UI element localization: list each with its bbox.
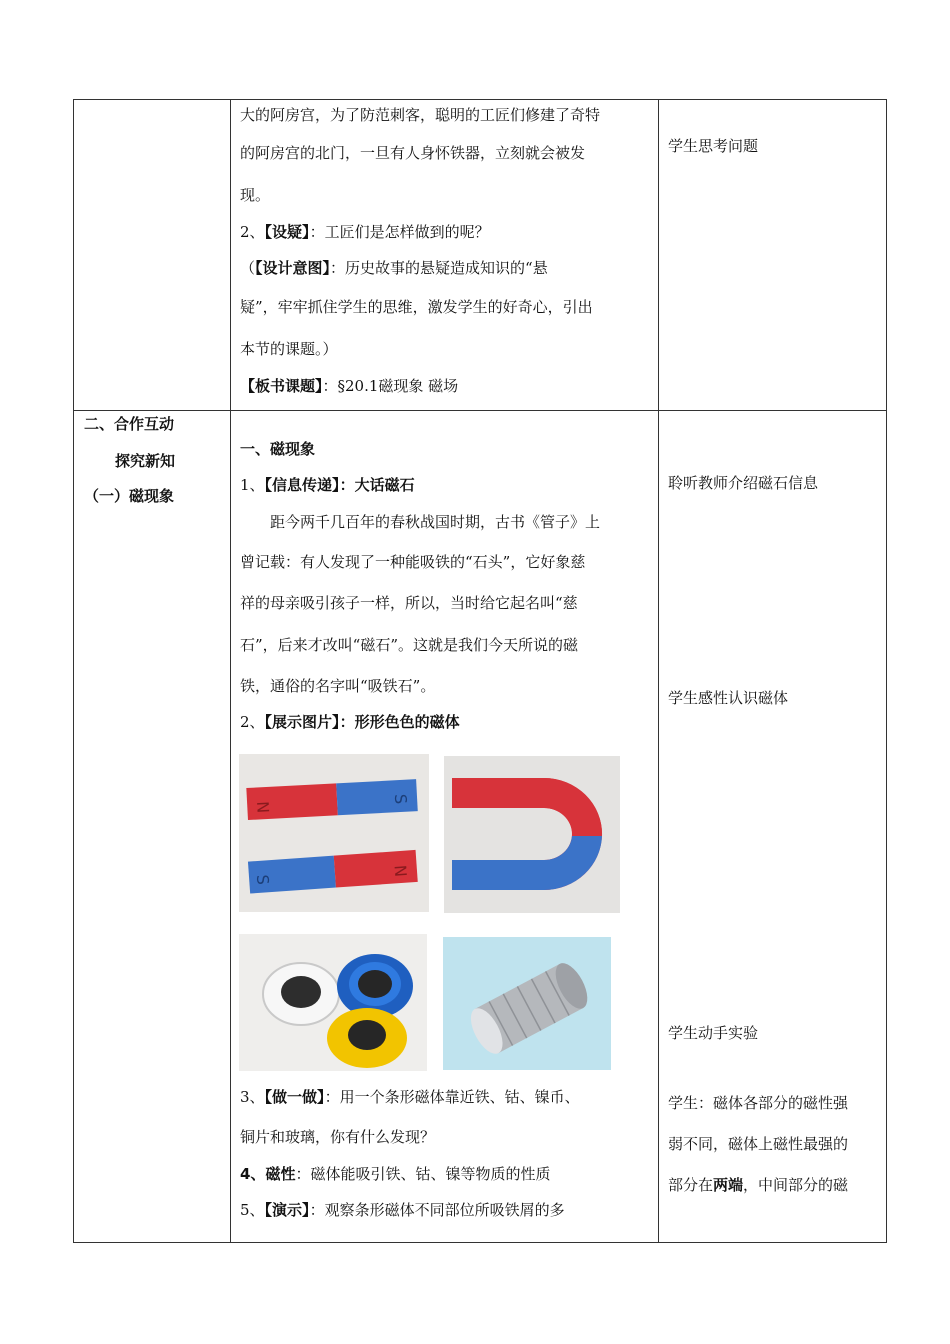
student-activity-note: 学生感性认识磁体 [668, 689, 789, 707]
disc-magnets-image [443, 937, 611, 1070]
question-line: 2、【设疑】：工匠们是怎样做到的呢？ [240, 223, 490, 241]
story-line: 大的阿房宫，为了防范刺客，聪明的工匠们修建了奇特 [240, 106, 601, 124]
round-magnets-image [239, 934, 427, 1071]
paragraph-line: 祥的母亲吸引孩子一样，所以，当时给它起名叫“慈 [240, 594, 578, 612]
design-intent-line: 本节的课题。） [240, 340, 338, 358]
south-pole-label: S [252, 873, 273, 886]
board-title-line: 【板书课题】：§20.1磁现象 磁场 [240, 377, 459, 395]
row2-middle-cell [231, 411, 659, 1243]
content-heading: 一、磁现象 [240, 440, 316, 458]
student-answer-line: 学生：磁体各部分的磁性强 [668, 1094, 849, 1112]
design-intent-line: （【设计意图】：历史故事的悬疑造成知识的“悬 [240, 259, 548, 277]
bar-magnets-image [239, 754, 429, 912]
table-row [74, 100, 887, 411]
horseshoe-magnet-image [444, 756, 620, 913]
info-heading: 1、【信息传递】：大话磁石 [240, 476, 415, 494]
section-title: 二、合作互动 [84, 415, 175, 433]
design-intent-line: 疑”，牢牢抓住学生的思维，激发学生的好奇心，引出 [240, 298, 593, 316]
row2-left-cell [74, 411, 231, 1243]
row1-left-cell [74, 100, 231, 411]
activity-line: 铜片和玻璃，你有什么发现？ [240, 1128, 436, 1146]
section-subtitle: 探究新知 [115, 452, 176, 470]
magnetism-definition: 4、磁性：磁体能吸引铁、钴、镍等物质的性质 [240, 1165, 551, 1183]
paragraph-line: 铁，通俗的名字叫“吸铁石”。 [240, 677, 436, 695]
student-activity-note: 学生思考问题 [668, 137, 759, 155]
story-line: 的阿房宫的北门，一旦有人身怀铁器，立刻就会被发 [240, 144, 586, 162]
table-row [74, 411, 887, 1243]
row1-right-cell [659, 100, 887, 411]
paragraph-line: 石”，后来才改叫“磁石”。这就是我们今天所说的磁 [240, 636, 579, 654]
subsection-title: （一）磁现象 [84, 487, 175, 505]
paragraph-line: 曾记载：有人发现了一种能吸铁的“石头”，它好象慈 [240, 553, 586, 571]
pictures-heading: 2、【展示图片】：形形色色的磁体 [240, 713, 460, 731]
north-pole-label: N [390, 864, 411, 878]
student-activity-note: 聆听教师介绍磁石信息 [668, 474, 819, 492]
demo-line: 5、【演示】：观察条形磁体不同部位所吸铁屑的多 [240, 1201, 565, 1219]
activity-line: 3、【做一做】：用一个条形磁体靠近铁、钴、镍币、 [240, 1088, 580, 1106]
student-answer-line: 弱不同，磁体上磁性最强的 [668, 1135, 849, 1153]
south-pole-label: S [390, 793, 411, 805]
row2-right-cell [659, 411, 887, 1243]
lesson-plan-table [73, 99, 887, 1243]
row1-middle-cell [231, 100, 659, 411]
paragraph-line: 距今两千几百年的春秋战国时期，古书《管子》上 [270, 513, 601, 531]
student-activity-note: 学生动手实验 [668, 1024, 759, 1042]
story-line: 现。 [240, 186, 271, 204]
north-pole-label: N [253, 800, 273, 814]
student-answer-line: 部分在两端，中间部分的磁 [668, 1176, 849, 1194]
